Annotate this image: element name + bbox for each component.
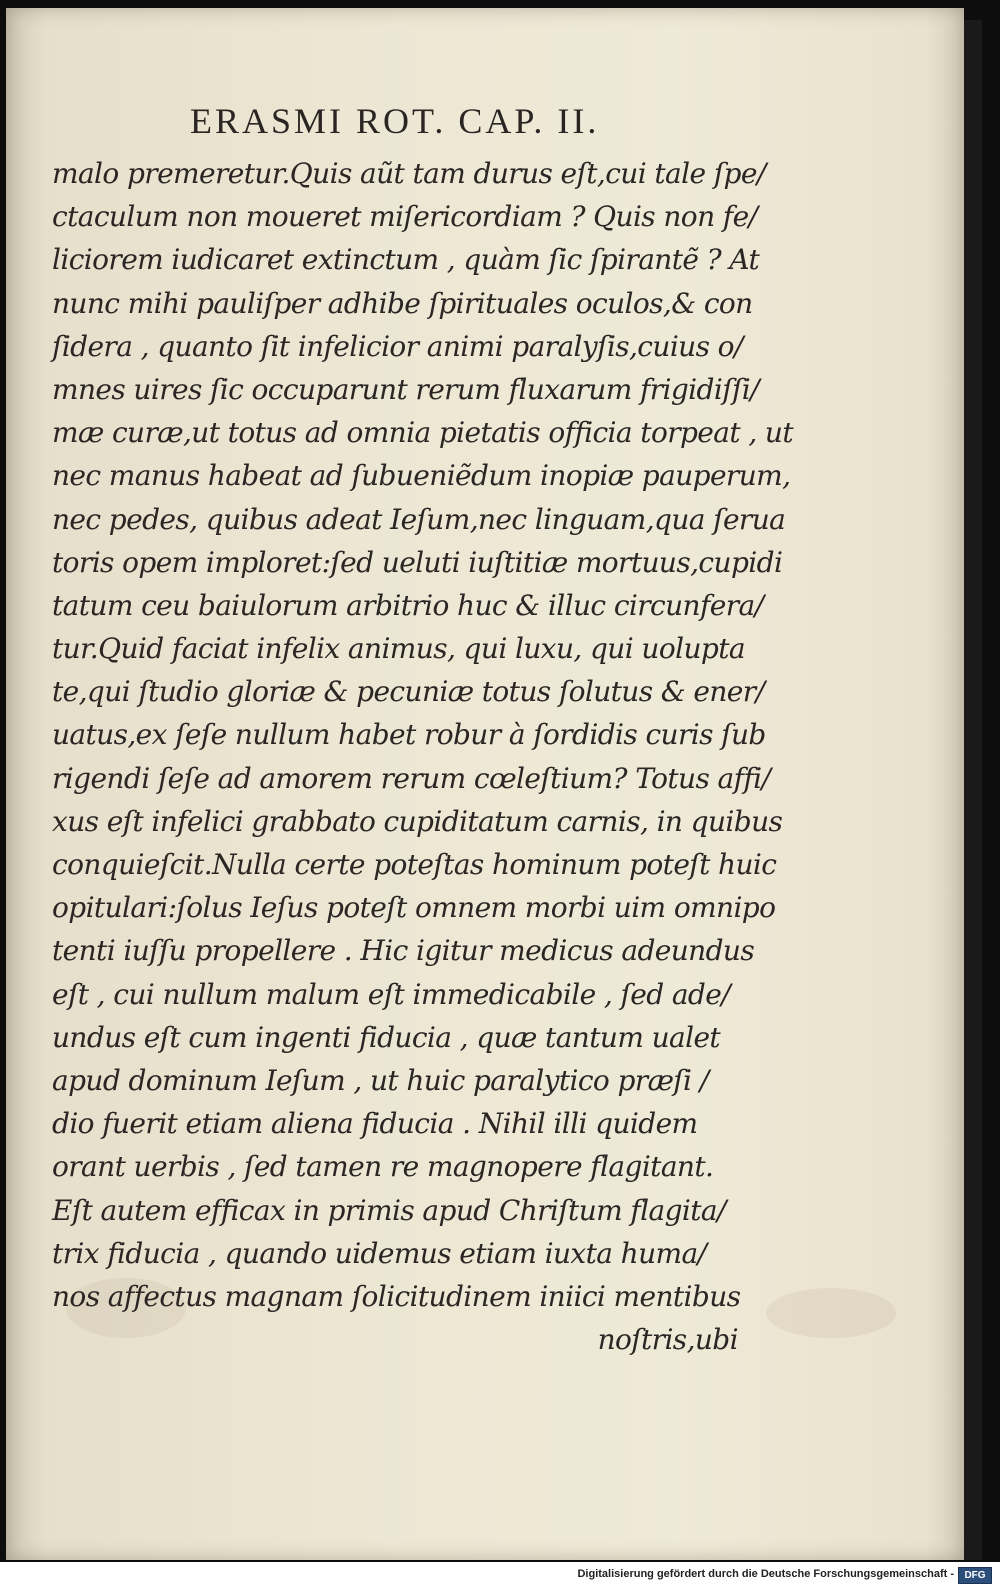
text-line: tenti iuſſu propellere . Hic igitur medicus adeundus — [52, 934, 755, 968]
paper-stain — [766, 1288, 896, 1338]
text-line: tur.Quid faciat infelix animus, qui luxu, qui uolupta — [52, 632, 745, 666]
text-line: undus eſt cum ingenti fiducia , quæ tantum ualet — [52, 1020, 721, 1054]
text-line: ſidera , quanto ſit infelicior animi paralyſis,cuius o/ — [52, 329, 743, 363]
text-line: dio fuerit etiam aliena fiducia . Nihil illi quidem — [52, 1107, 698, 1141]
text-line: ctaculum non moueret miſericordiam ? Quis non fe/ — [52, 200, 758, 234]
text-line: xus eſt infelici grabbato cupiditatum carnis, in quibus — [52, 804, 783, 838]
text-line: malo premeretur.Quis aũt tam durus eſt,cui tale ſpe/ — [52, 157, 766, 190]
text-line: Eſt autem efficax in primis apud Chriſtum flagita/ — [52, 1193, 726, 1227]
text-line: liciorem iudicaret extinctum , quàm ſic ſpirantẽ ? At — [52, 243, 760, 277]
text-line: te,qui ſtudio gloriæ & pecuniæ totus ſolutus & ener/ — [52, 675, 765, 709]
dfg-logo: DFG — [958, 1567, 992, 1584]
text-line: orant uerbis , ſed tamen re magnopere flagitant. — [52, 1150, 714, 1184]
text-line: opitulari:ſolus Ieſus poteſt omnem morbi uim omnipo — [52, 891, 776, 925]
text-line: conquieſcit.Nulla certe poteſtas hominum poteſt huic — [52, 848, 777, 881]
text-line: noſtris,ubi — [597, 1323, 738, 1357]
digitization-footer — [0, 1562, 1000, 1588]
text-line: nunc mihi pauliſper adhibe ſpirituales oculos,& con — [52, 286, 753, 320]
page-edge-shadow — [964, 20, 982, 1560]
running-head: ERASMI ROT. CAP. II. — [190, 101, 600, 141]
text-line: nos affectus magnam ſolicitudinem iniici mentibus — [52, 1279, 741, 1313]
text-line: uatus,ex ſeſe nullum habet robur à ſordidis curis ſub — [52, 718, 766, 752]
text-line: nec pedes, quibus adeat Ieſum,nec linguam,qua ſerua — [52, 502, 786, 536]
body-text — [52, 152, 794, 1361]
text-line: rigendi ſeſe ad amorem rerum cœleſtium? Totus affi/ — [52, 761, 771, 795]
text-line: eſt , cui nullum malum eſt immedicabile , ſed ade/ — [52, 977, 731, 1011]
text-line: mnes uires ſic occuparunt rerum fluxarum frigidiſſi/ — [52, 372, 759, 406]
text-line: apud dominum Ieſum , ut huic paralytico præſi / — [52, 1063, 709, 1097]
footer-credit: Digitalisierung gefördert durch die Deutsche Forschungsgemeinschaft - — [577, 1568, 954, 1580]
text-line: tatum ceu baiulorum arbitrio huc & illuc circunfera/ — [52, 588, 764, 622]
text-line: toris opem imploret:ſed ueluti iuſtitiæ mortuus,cupidi — [52, 545, 783, 579]
text-line: nec manus habeat ad ſubueniẽdum inopiæ pauperum, — [52, 459, 791, 493]
text-line: mæ curæ,ut totus ad omnia pietatis officia torpeat , ut — [52, 416, 794, 450]
text-line: trix fiducia , quando uidemus etiam iuxta huma/ — [52, 1236, 707, 1270]
